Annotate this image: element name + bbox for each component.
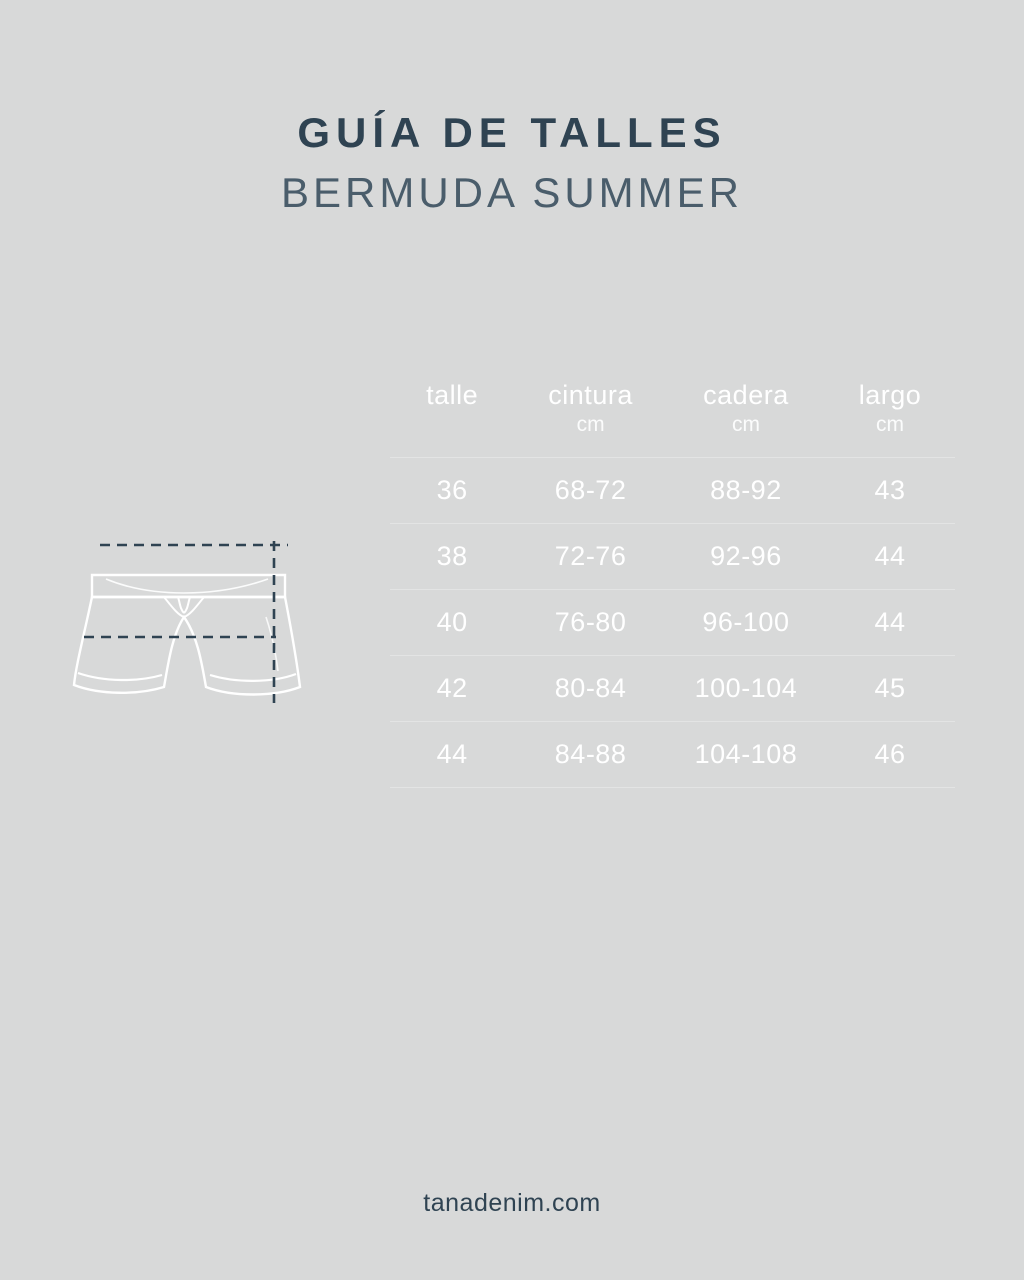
cell-cintura: 72-76	[554, 541, 627, 571]
cell-largo: 45	[874, 673, 906, 703]
size-table	[390, 380, 955, 788]
cell-cintura: 84-88	[554, 739, 627, 769]
column-unit-cintura: cm	[576, 413, 605, 436]
cell-cintura: 80-84	[554, 673, 627, 703]
cell-largo: 43	[874, 475, 906, 505]
cell-talle: 44	[436, 739, 468, 769]
shorts-illustration	[60, 505, 350, 785]
table-body	[390, 458, 955, 788]
column-unit-talle	[390, 413, 514, 458]
cell-cadera: 88-92	[710, 475, 782, 505]
cell-largo: 44	[874, 607, 906, 637]
column-unit-cadera: cm	[731, 413, 760, 436]
cell-talle: 38	[436, 541, 468, 571]
table-row	[390, 590, 955, 656]
cell-talle: 36	[436, 475, 468, 505]
cell-largo: 46	[874, 739, 906, 769]
cell-talle: 40	[436, 607, 468, 637]
page-title: GUÍA DE TALLES	[297, 109, 727, 156]
size-table-container	[390, 380, 955, 788]
table-header-labels	[390, 380, 955, 413]
cell-cintura: 76-80	[554, 607, 627, 637]
cell-cadera: 100-104	[694, 673, 798, 703]
header	[0, 108, 1024, 219]
footer-website: tanadenim.com	[423, 1189, 601, 1217]
table-row	[390, 458, 955, 524]
table-row	[390, 524, 955, 590]
cell-largo: 44	[874, 541, 906, 571]
column-unit-largo: cm	[876, 413, 905, 436]
column-header-cadera: cadera	[703, 380, 789, 410]
column-header-largo: largo	[858, 380, 922, 410]
cell-cadera: 92-96	[710, 541, 782, 571]
table-row	[390, 656, 955, 722]
cell-talle: 42	[436, 673, 468, 703]
table-row	[390, 722, 955, 788]
cell-cadera: 96-100	[702, 607, 790, 637]
cell-cintura: 68-72	[554, 475, 627, 505]
table-header	[390, 380, 955, 458]
table-header-units	[390, 413, 955, 458]
page-subtitle: BERMUDA SUMMER	[280, 169, 744, 217]
column-header-talle: talle	[426, 380, 479, 410]
cell-cadera: 104-108	[694, 739, 798, 769]
column-header-cintura: cintura	[548, 380, 633, 410]
